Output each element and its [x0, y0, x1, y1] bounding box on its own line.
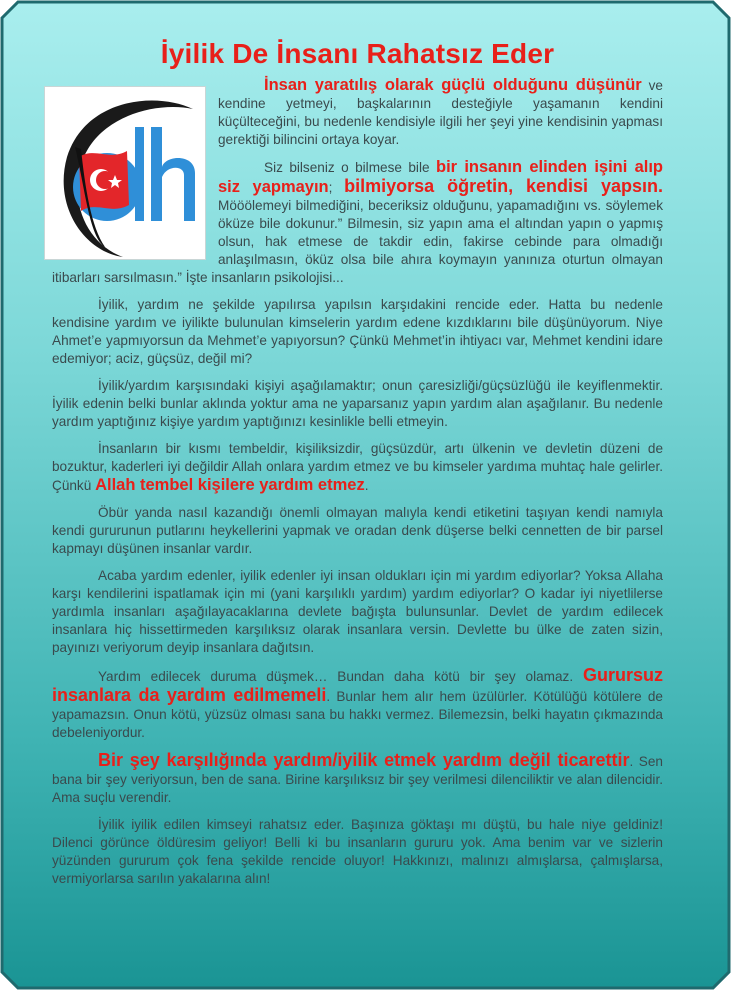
highlight-text: Gurursuz insanlara da yardım edilmemeli — [52, 665, 663, 705]
article — [52, 38, 663, 897]
paragraph-text: . Sen bana bir şey veriyorsun, ben de sana. Birine karşılıksız bir şey verilmesi dilenciliktir ve alan dilencidir. Ama suçlu verendir. — [52, 754, 663, 805]
paragraph-4: İyilik/yardım karşısındaki kişiyi aşağılamaktır; onun çaresizliği/güçsüzlüğü ile keyiflenmektir. İyilik edenin belki bunlar aklında yoktur ama ne yaparsanız yapın yardım alan aşağılanır. Bu nedenle yardım yaptığınız kişiye yardım yaptığınızı kesinlikle belli etmeyin. — [52, 378, 663, 429]
paragraph-text: Yardım edilecek duruma düşmek… Bundan daha kötü bir şey olamaz. — [98, 669, 583, 684]
paragraph-text: . Bunlar hem alır hem üzülürler. Kötülüğü kötülere de yapamazsın. Onun kötü, yüzsüz olması sana bu hakkı vermez. Bilemezsin, belki hayatın çıkmazında debeleniyordur. — [52, 689, 663, 740]
paragraph-9 — [52, 751, 663, 807]
dh-logo — [44, 86, 206, 260]
logo-icon — [45, 87, 205, 259]
paragraph-text: Siz bilseniz o bilmese bile — [264, 160, 436, 175]
paragraph-text: . — [364, 478, 369, 493]
highlight-text: bilmiyorsa öğretin, kendisi yapsın. — [344, 176, 663, 196]
paragraph-text: Mööölemeyi bilmediğini, beceriksiz olduğunu, yapamadığını vs. söylemek öküze bile dokunur.” Bilmesin, siz yapın ama el altından yapın o yapmış olsun, hak etmese de takdir edin, fakirse cebinde para olmadığı anlaşılmasın, öküz olsa bile ahıra koymayın yanınıza oturtun olmayan itibarları sarsılmasın.” İşte insanların psikolojisi... — [52, 198, 663, 285]
highlight-text: Bir şey karşılığında yardım/iyilik etmek yardım değil ticarettir — [98, 750, 630, 770]
paragraph-7: Acaba yardım edenler, iyilik edenler iyi insan oldukları için mi yardım ediyorlar? Yoksa Allaha karşı kendilerini ispatlamak için mi (yani karşılıklı yardım) yardım ediyorlar? O kadar iyi niyetlilerse yardımla insanları aşağılayacaklarına devlete bağışta bulunsunlar. Devlet de yardım edilecek insanlara hiç hissettirmeden karşılıksız olarak insanlara versin. Devlette bu ülke de zaten sizin, payınızı veriyorum deyip insanlara dağıtsın. — [52, 568, 663, 655]
paragraph-5 — [52, 440, 663, 495]
paragraph-3: İyilik, yardım ne şekilde yapılırsa yapılsın karşıdakini rencide eder. Hatta bu nedenle kendisine yardım ve iyilikte bulunulan kimselerin yardım edene kızdıklarını bile düşünüyorum. Niye Ahmet’e yapmıyorsun da Mehmet’e yapıyorsun? Çünkü Mehmet’in ihtiyacı var, Mehmet kendini idare edemiyor; aciz, güçsüz, değil mi? — [52, 297, 663, 366]
paragraph-text: ; — [328, 180, 345, 195]
highlight-text: bir insanın elinden işini alıp siz yapmayın — [218, 158, 663, 196]
page-title: İyilik De İnsanı Rahatsız Eder — [160, 38, 555, 69]
paragraph-text: ve kendine yetmeyi, başkalarının desteğiyle yaşamanın kendini küçülteceğini, bu nedenle kendisiyle ilgili her şeyi yine kendisinin yapması gerektiği bilincini ortaya koyar. — [218, 78, 663, 147]
paragraph-text: İnsanların bir kısmı tembeldir, kişiliksizdir, güçsüzdür, artı ülkenin ve devletin düzeni de bozuktur, kaderleri iyi değildir Allah onlara yardım etmez ve bu kimseler yardıma muhtaç hale gelirler. Çünkü — [52, 441, 663, 493]
paragraph-8 — [52, 666, 663, 742]
highlight-text: Allah tembel kişilere yardım etmez — [95, 476, 365, 494]
paragraph-10: İyilik iyilik edilen kimseyi rahatsız eder. Başınıza göktaşı mı düştü, bu hale niye geldiniz! Dilenci görünce öldüresim geliyor! Belli ki bu insanların gururu yok. Ama benim var ve sizlerin yüzünden gururum çok fena şekilde rencide oluyor! Hakkınızı, malınızı almışlarsa, çalmışlarsa, vermiyorlarsa sarılın yakalarına alın! — [52, 817, 663, 886]
highlight-text: İnsan yaratılış olarak güçlü olduğunu düşünür — [264, 76, 642, 94]
paragraph-6: Öbür yanda nasıl kazandığı önemli olmayan malıyla kendi etiketini taşıyan kendi namıyla kendi gururunun putlarını heykellerini yapmak ve oradan denk düşerse belki cennetten de bir parsel kapmayı düşünen insanlar vardır. — [52, 505, 663, 556]
